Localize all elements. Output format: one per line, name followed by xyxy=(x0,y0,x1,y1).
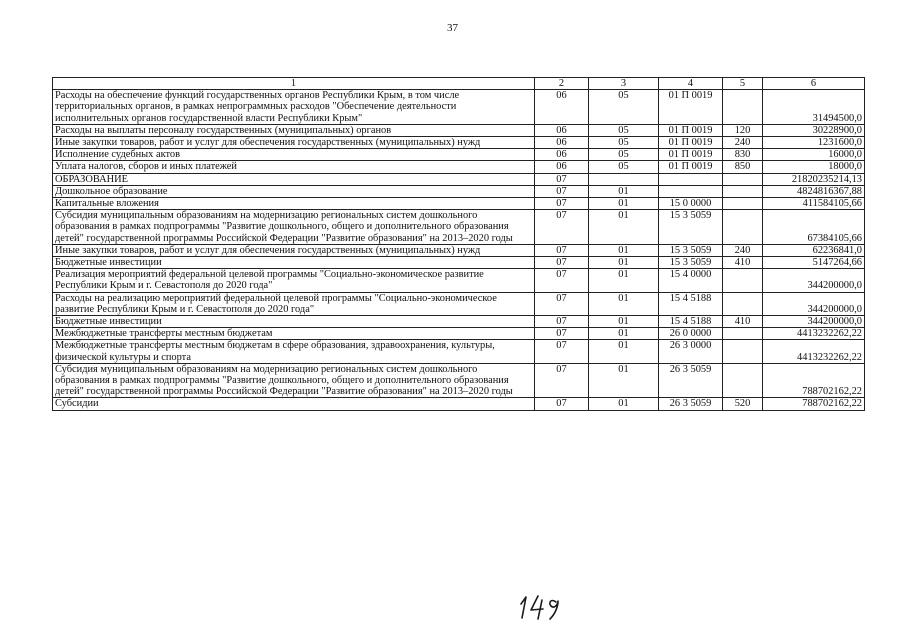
table-row xyxy=(53,257,865,269)
row-sum-cell: 1231600,0 xyxy=(763,137,865,149)
handwritten-page-number xyxy=(514,592,574,622)
row-code-3-cell: 01 xyxy=(589,257,659,269)
row-name-cell: Субсидия муниципальным образованиям на модернизацию региональных систем дошкольного образования в рамках подпрограммы "Развитие дошкольного, общего и дополнительного образования детей" государственной программы Российской Федерации "Развитие образования" на 2013–2020 годы xyxy=(53,363,535,398)
row-name-cell: Субсидия муниципальным образованиям на модернизацию региональных систем дошкольного образования в рамках подпрограммы "Развитие дошкольного, общего и дополнительного образования детей" государственной программы Российской Федерации "Развитие образования" на 2013–2020 годы xyxy=(53,210,535,245)
table-row xyxy=(53,292,865,315)
table-row xyxy=(53,363,865,398)
table-row xyxy=(53,90,865,125)
table-row xyxy=(53,244,865,256)
row-code-2-cell: 07 xyxy=(535,198,589,210)
row-code-2-cell: 07 xyxy=(535,316,589,328)
table-row xyxy=(53,185,865,197)
table-row xyxy=(53,137,865,149)
row-code-3-cell: 01 xyxy=(589,316,659,328)
row-code-4-cell: 15 3 5059 xyxy=(659,244,723,256)
row-sum-cell: 5147264,66 xyxy=(763,257,865,269)
row-code-5-cell: 520 xyxy=(723,398,763,410)
header-cell-6: 6 xyxy=(763,78,865,90)
row-code-2-cell: 07 xyxy=(535,363,589,398)
row-code-3-cell: 01 xyxy=(589,210,659,245)
row-code-5-cell: 850 xyxy=(723,161,763,173)
row-name-cell: Межбюджетные трансферты местным бюджетам xyxy=(53,328,535,340)
row-code-5-cell xyxy=(723,328,763,340)
row-code-5-cell xyxy=(723,90,763,125)
row-code-3-cell: 01 xyxy=(589,198,659,210)
row-code-4-cell: 26 3 0000 xyxy=(659,340,723,363)
row-code-5-cell xyxy=(723,340,763,363)
row-code-2-cell: 07 xyxy=(535,340,589,363)
row-code-4-cell xyxy=(659,185,723,197)
row-code-5-cell: 240 xyxy=(723,244,763,256)
row-code-4-cell: 15 0 0000 xyxy=(659,198,723,210)
row-code-4-cell: 15 4 5188 xyxy=(659,316,723,328)
table-row xyxy=(53,161,865,173)
row-name-cell: Исполнение судебных актов xyxy=(53,149,535,161)
row-code-5-cell: 830 xyxy=(723,149,763,161)
row-name-cell: Расходы на реализацию мероприятий федеральной целевой программы "Социально-экономическое развитие Республики Крым и г. Севастополя до 2020 года" xyxy=(53,292,535,315)
row-code-2-cell: 07 xyxy=(535,328,589,340)
row-sum-cell: 344200000,0 xyxy=(763,292,865,315)
row-name-cell: Иные закупки товаров, работ и услуг для обеспечения государственных (муниципальных) нужд xyxy=(53,137,535,149)
row-sum-cell: 4824816367,88 xyxy=(763,185,865,197)
row-code-4-cell: 01 П 0019 xyxy=(659,124,723,136)
row-code-4-cell xyxy=(659,173,723,185)
row-code-5-cell xyxy=(723,292,763,315)
row-code-5-cell: 240 xyxy=(723,137,763,149)
row-name-cell: Расходы на обеспечение функций государственных органов Республики Крым, в том числе территориальных органов, в рамках непрограммных расходов "Обеспечение деятельности исполнительных органов государственной власти Республики Крым" xyxy=(53,90,535,125)
table-row xyxy=(53,210,865,245)
row-code-4-cell: 15 3 5059 xyxy=(659,210,723,245)
row-name-cell: Расходы на выплаты персоналу государственных (муниципальных) органов xyxy=(53,124,535,136)
row-sum-cell: 788702162,22 xyxy=(763,363,865,398)
row-name-cell: Субсидии xyxy=(53,398,535,410)
header-cell-2: 2 xyxy=(535,78,589,90)
row-sum-cell: 4413232262,22 xyxy=(763,340,865,363)
row-code-2-cell: 07 xyxy=(535,292,589,315)
row-name-cell: Реализация мероприятий федеральной целевой программы "Социально-экономическое развитие Республики Крым и г. Севастополя до 2020 года" xyxy=(53,269,535,292)
row-code-2-cell: 06 xyxy=(535,137,589,149)
table-row xyxy=(53,124,865,136)
row-sum-cell: 4413232262,22 xyxy=(763,328,865,340)
row-code-2-cell: 06 xyxy=(535,161,589,173)
row-code-5-cell xyxy=(723,198,763,210)
row-code-3-cell: 05 xyxy=(589,137,659,149)
row-code-2-cell: 07 xyxy=(535,173,589,185)
row-code-3-cell: 01 xyxy=(589,340,659,363)
table-header-row xyxy=(53,78,865,90)
table-row xyxy=(53,328,865,340)
row-code-2-cell: 07 xyxy=(535,185,589,197)
row-name-cell: ОБРАЗОВАНИЕ xyxy=(53,173,535,185)
row-code-5-cell xyxy=(723,269,763,292)
row-code-4-cell: 01 П 0019 xyxy=(659,90,723,125)
row-sum-cell: 30228900,0 xyxy=(763,124,865,136)
header-cell-4: 4 xyxy=(659,78,723,90)
row-code-4-cell: 26 0 0000 xyxy=(659,328,723,340)
row-code-4-cell: 01 П 0019 xyxy=(659,161,723,173)
page-number: 37 xyxy=(447,22,458,34)
row-code-5-cell xyxy=(723,210,763,245)
row-sum-cell: 788702162,22 xyxy=(763,398,865,410)
row-sum-cell: 344200000,0 xyxy=(763,269,865,292)
row-code-2-cell: 07 xyxy=(535,257,589,269)
row-code-4-cell: 01 П 0019 xyxy=(659,137,723,149)
row-code-3-cell: 05 xyxy=(589,161,659,173)
row-code-5-cell xyxy=(723,173,763,185)
row-sum-cell: 62236841,0 xyxy=(763,244,865,256)
row-name-cell: Дошкольное образование xyxy=(53,185,535,197)
row-code-5-cell xyxy=(723,363,763,398)
row-code-5-cell: 410 xyxy=(723,257,763,269)
table-row xyxy=(53,398,865,410)
row-code-3-cell: 01 xyxy=(589,269,659,292)
row-code-4-cell: 15 3 5059 xyxy=(659,257,723,269)
row-sum-cell: 18000,0 xyxy=(763,161,865,173)
row-code-3-cell: 01 xyxy=(589,398,659,410)
row-sum-cell: 16000,0 xyxy=(763,149,865,161)
row-code-4-cell: 26 3 5059 xyxy=(659,398,723,410)
header-cell-5: 5 xyxy=(723,78,763,90)
row-code-2-cell: 06 xyxy=(535,149,589,161)
row-code-5-cell: 120 xyxy=(723,124,763,136)
table-row xyxy=(53,269,865,292)
row-code-5-cell xyxy=(723,185,763,197)
row-name-cell: Уплата налогов, сборов и иных платежей xyxy=(53,161,535,173)
row-code-3-cell xyxy=(589,173,659,185)
row-code-3-cell: 05 xyxy=(589,124,659,136)
row-sum-cell: 21820235214,13 xyxy=(763,173,865,185)
table-row xyxy=(53,173,865,185)
table-row xyxy=(53,149,865,161)
row-code-2-cell: 07 xyxy=(535,244,589,256)
row-code-4-cell: 26 3 5059 xyxy=(659,363,723,398)
row-name-cell: Бюджетные инвестиции xyxy=(53,257,535,269)
row-code-3-cell: 01 xyxy=(589,292,659,315)
row-code-5-cell: 410 xyxy=(723,316,763,328)
row-code-4-cell: 01 П 0019 xyxy=(659,149,723,161)
row-code-3-cell: 01 xyxy=(589,363,659,398)
table-row xyxy=(53,198,865,210)
row-code-2-cell: 06 xyxy=(535,90,589,125)
header-cell-3: 3 xyxy=(589,78,659,90)
row-name-cell: Капитальные вложения xyxy=(53,198,535,210)
table-row xyxy=(53,316,865,328)
row-code-2-cell: 07 xyxy=(535,269,589,292)
row-name-cell: Бюджетные инвестиции xyxy=(53,316,535,328)
row-code-2-cell: 06 xyxy=(535,124,589,136)
table-row xyxy=(53,340,865,363)
row-sum-cell: 31494500,0 xyxy=(763,90,865,125)
row-sum-cell: 411584105,66 xyxy=(763,198,865,210)
row-code-3-cell: 01 xyxy=(589,185,659,197)
row-code-3-cell: 05 xyxy=(589,149,659,161)
header-cell-1: 1 xyxy=(53,78,535,90)
row-code-4-cell: 15 4 5188 xyxy=(659,292,723,315)
row-name-cell: Межбюджетные трансферты местным бюджетам в сфере образования, здравоохранения, культуры, физической культуры и спорта xyxy=(53,340,535,363)
row-code-3-cell: 05 xyxy=(589,90,659,125)
row-sum-cell: 344200000,0 xyxy=(763,316,865,328)
row-code-3-cell: 01 xyxy=(589,328,659,340)
row-code-3-cell: 01 xyxy=(589,244,659,256)
row-code-2-cell: 07 xyxy=(535,210,589,245)
row-code-4-cell: 15 4 0000 xyxy=(659,269,723,292)
row-sum-cell: 67384105,66 xyxy=(763,210,865,245)
row-name-cell: Иные закупки товаров, работ и услуг для обеспечения государственных (муниципальных) нужд xyxy=(53,244,535,256)
budget-table xyxy=(52,77,865,411)
row-code-2-cell: 07 xyxy=(535,398,589,410)
